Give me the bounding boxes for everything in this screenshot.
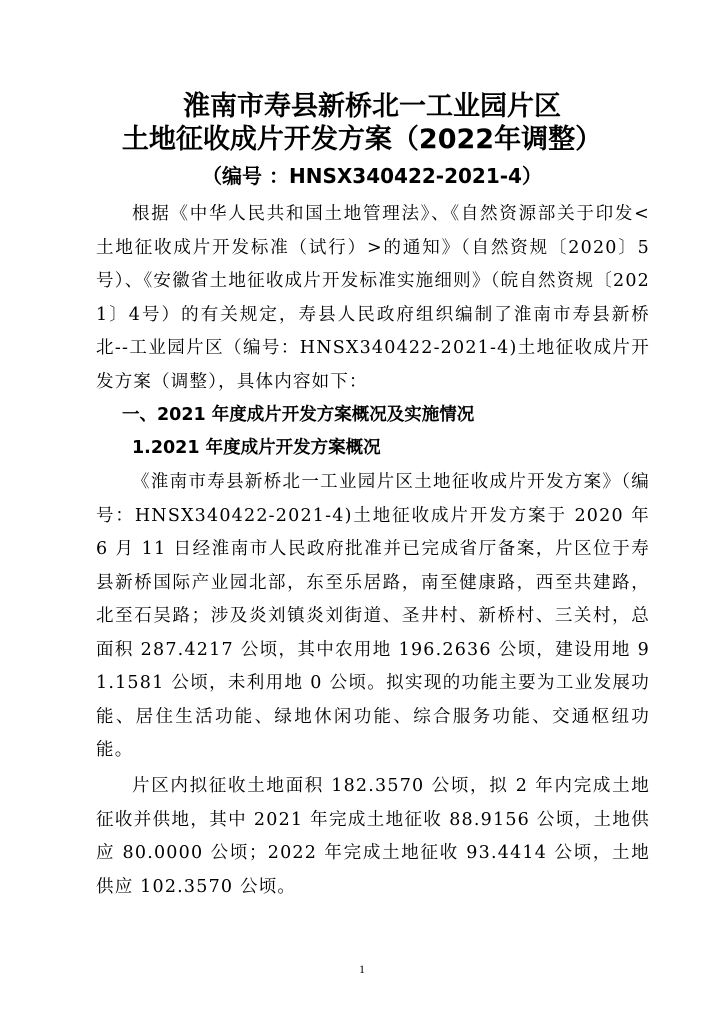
overview-paragraph: 《淮南市寿县新桥北一工业园片区土地征收成片开发方案》（编号：HNSX340422-2021-4)土地征收成片开发方案于 2020 年 6 月 11 日经淮南市人民政府批准并已完成省厅备案，片区位于寿县新桥国际产业园北部，东至乐居路，南至健康路，西至共建路，北至石吴路；涉及炎刘镇炎刘街道、圣井村、新桥村、三关村，总面积 287.4217 公顷，其中农用地 196.2636 公顷，建设用地 91.1581 公顷，未利用地 0 公顷。拟实现的功能主要为工业发展功能、居住生活功能、绿地休闲功能、综合服务功能、交通枢纽功能。 xyxy=(96,472,650,760)
document-code: （编号 ：HNSX340422-2021-4） xyxy=(202,164,542,188)
land-acquisition-paragraph: 片区内拟征收土地面积 182.3570 公顷，拟 2 年内完成土地征收并供地，其中 2021 年完成土地征收 88.9156 公顷，土地供应 80.0000 公顷；2022 年完成土地征收 93.4414 公顷，土地供应 102.3570 公顷。 xyxy=(96,776,650,897)
intro-paragraph: 根据《中华人民共和国土地管理法》、《自然资源部关于印发<土地征收成片开发标准（试行）>的通知》（自然资规〔2020〕5号）、《安徽省土地征收成片开发标准实施细则》（皖自然资规〔2021〕4号）的有关规定，寿县人民政府组织编制了淮南市寿县新桥北--工业园片区（编号：HNSX340422-2021-4)土地征收成片开发方案（调整），具体内容如下： xyxy=(96,204,650,392)
document-title-line2: 土地征收成片开发方案（2022年调整） xyxy=(121,124,603,155)
section-heading-1: 一、2021 年度成片开发方案概况及实施情况 xyxy=(122,405,475,425)
page-number: 1 xyxy=(359,962,365,976)
document-title-line1: 淮南市寿县新桥北一工业园片区 xyxy=(183,91,561,122)
subsection-heading-1-1: 1.2021 年度成片开发方案概况 xyxy=(132,438,381,458)
